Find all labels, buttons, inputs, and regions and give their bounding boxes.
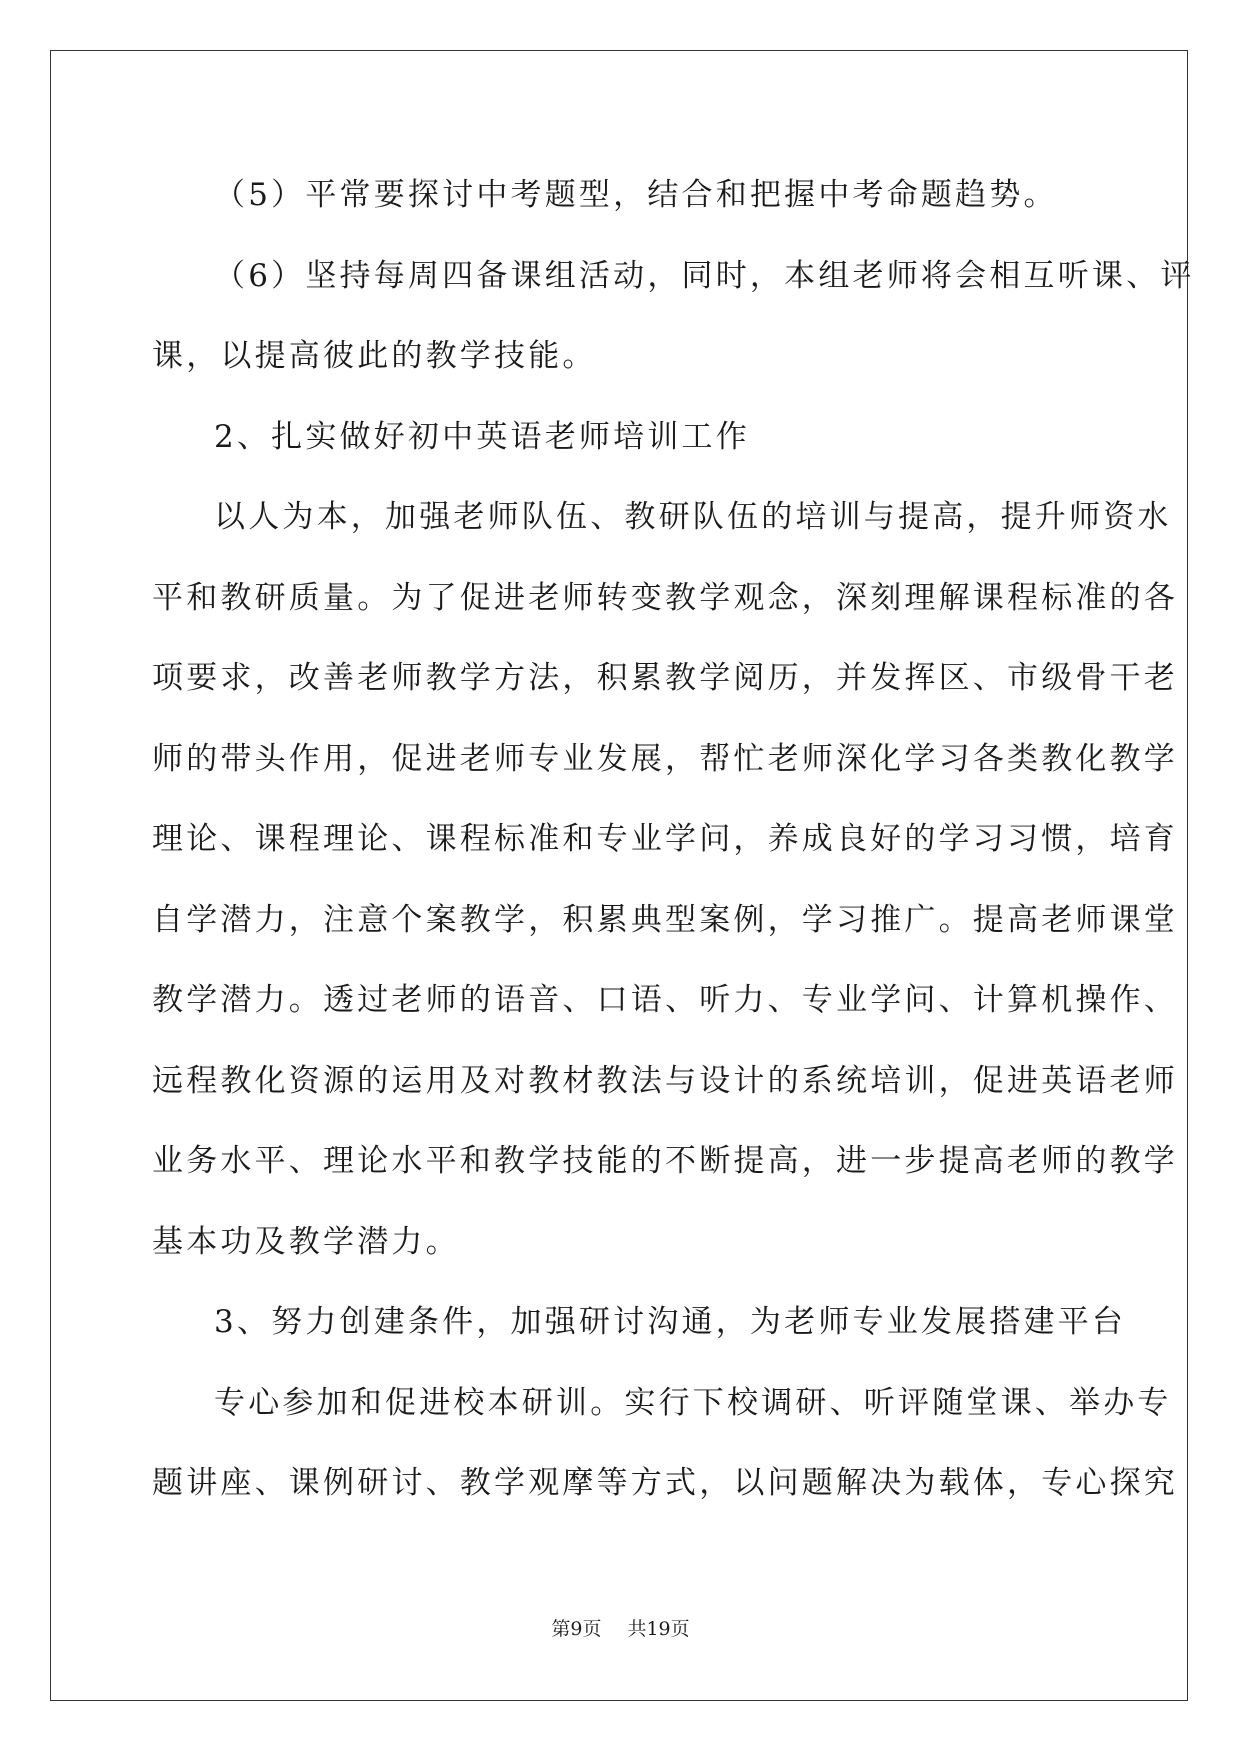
page-total: 共19页 (627, 1618, 690, 1640)
page-footer (0, 1614, 1241, 1641)
paragraph-line: 理论、课程理论、课程标准和专业学问，养成良好的学习习惯，培育 (152, 821, 1178, 857)
paragraph-line: 远程教化资源的运用及对教材教法与设计的系统培训，促进英语老师 (152, 1062, 1178, 1099)
paragraph-line: 自学潜力，注意个案教学，积累典型案例，学习推广。提高老师课堂 (152, 901, 1178, 938)
paragraph-line: 业务水平、理论水平和教学技能的不断提高，进一步提高老师的教学 (152, 1143, 1178, 1179)
paragraph-line: 教学潜力。透过老师的语音、口语、听力、专业学问、计算机操作、 (152, 982, 1178, 1018)
section-heading: 2、扎实做好初中英语老师培训工作 (214, 418, 750, 455)
paragraph-line: 项要求，改善老师教学方法，积累教学阅历，并发挥区、市级骨干老 (152, 660, 1178, 696)
paragraph-line: 基本功及教学潜力。 (152, 1223, 460, 1260)
paragraph-line: （5）平常要探讨中考题型，结合和把握中考命题趋势。 (214, 177, 1058, 213)
paragraph-line: （6）坚持每周四备课组活动，同时，本组老师将会相互听课、评 (214, 257, 1195, 294)
paragraph-line: 课，以提高彼此的教学技能。 (152, 338, 597, 374)
section-heading: 3、努力创建条件，加强研讨沟通，为老师专业发展搭建平台 (214, 1304, 1127, 1340)
page-number: 第9页 (551, 1618, 602, 1640)
paragraph-line: 平和教研质量。为了促进老师转变教学观念，深刻理解课程标准的各 (152, 579, 1178, 616)
paragraph-line: 专心参加和促进校本研训。实行下校调研、听评随堂课、举办专 (214, 1384, 1172, 1421)
document-body (152, 155, 1195, 1524)
paragraph-line: 题讲座、课例研讨、教学观摩等方式，以问题解决为载体，专心探究 (152, 1465, 1178, 1501)
paragraph-line: 以人为本，加强老师队伍、教研队伍的培训与提高，提升师资水 (214, 499, 1172, 535)
paragraph-line: 师的带头作用，促进老师专业发展，帮忙老师深化学习各类教化教学 (152, 740, 1178, 777)
